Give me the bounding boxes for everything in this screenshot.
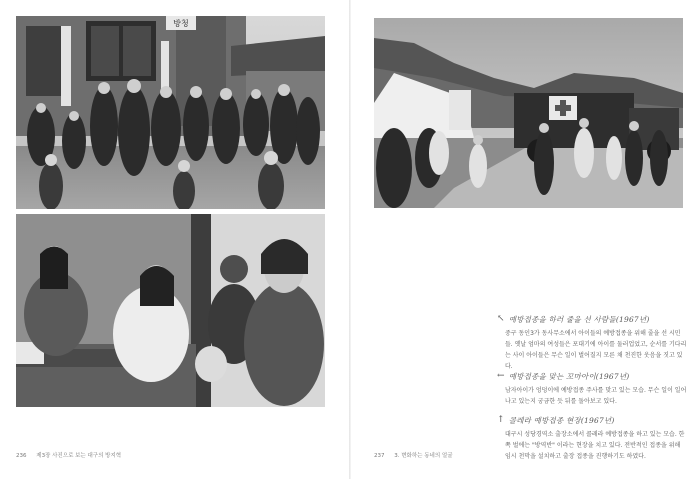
left-folio: [16, 451, 121, 459]
caption-body: 대구시 성당경역소 출장소에서 콜레라 예방접종을 하고 있는 모습. 한 쪽 벌에는 "방역반" 이라는 현장을 치고 있다. 전반적인 접종을 위해 임시 천막을 설치하고 출장 접종을 진행하기도 하였다.: [505, 431, 685, 460]
caption-body: 중구 동인3가 동사무소에서 아이들의 예방접종을 위해 줄을 선 시민들. 옛날 엄마의 여성들은 포대기에 아이를 둘러업었고, 순서를 기다리는 사이 아이들은 무슨 일이 벌어질지 모른 채 천진한 웃음을 짓고 있다.: [505, 330, 687, 370]
caption-title-row: [497, 314, 687, 325]
office-sign-text: 방청: [173, 19, 189, 28]
photo-children-line-office: [16, 16, 325, 209]
photo-injection-room: [16, 214, 325, 407]
caption-cholera-site: [497, 415, 687, 462]
arrow-up-icon: ↑: [497, 415, 505, 425]
page-number: 237: [374, 453, 385, 459]
book-gutter: [349, 0, 351, 479]
running-head: 제3장 사진으로 보는 대구의 방지혁: [36, 453, 122, 459]
arrow-left-icon: ←: [497, 371, 505, 381]
caption-title: 콜레라 예방접종 현장(1967년): [508, 416, 615, 425]
running-head: 3. 변화하는 동네의 얼굴: [394, 453, 453, 459]
caption-title: 예방접종을 하러 줄을 선 사람들(1967년): [508, 315, 650, 324]
caption-title: 예방접종을 맞는 꼬마아이(1967년): [508, 372, 630, 381]
page-number: 236: [16, 453, 27, 459]
caption-title-row: [497, 371, 687, 382]
arrow-up-left-icon: ↖: [497, 314, 505, 324]
right-folio: [374, 451, 453, 459]
caption-boy-injection: [497, 371, 687, 407]
caption-title-row: [497, 415, 687, 426]
photo-tent-clinic-truck: [374, 18, 683, 208]
caption-body: 남자아이가 엉덩이에 예방접종 주사를 맞고 있는 모습. 무슨 일이 일어나고 있는지 궁금한 듯 뒤를 돌아보고 있다.: [505, 387, 687, 405]
caption-line-up: [497, 314, 687, 372]
